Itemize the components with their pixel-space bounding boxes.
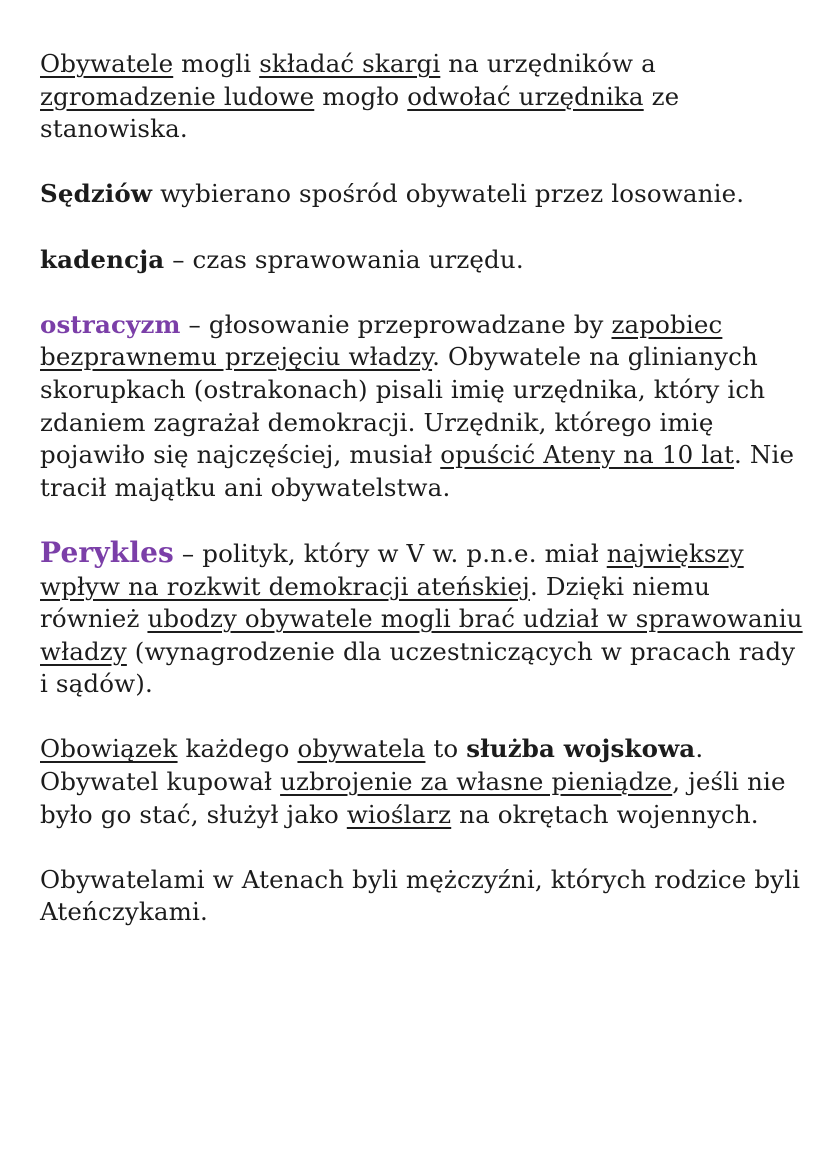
underlined-text: ubodzy obywatele mogli brać udział w sprawowaniu władzy [40,604,803,666]
highlighted-term: Perykles [40,535,174,569]
text-segment: – głosowanie przeprowadzane by [180,309,612,339]
para-ostracyzm [40,309,810,505]
text-segment: ze stanowiska. [40,81,680,144]
underlined-text: wioślarz [346,799,452,829]
underlined-text: największy wpływ na rozkwit demokracji ateńskiej [40,538,744,601]
highlighted-term: ostracyzm [40,309,181,339]
text-segment: mogło [314,81,408,111]
para-complaints [40,48,810,146]
text-segment: wybierano spośród obywateli przez losowanie. [152,179,745,209]
bold-term: kadencja [40,244,165,274]
para-military [40,733,810,831]
text-segment: (wynagrodzenie dla uczestniczących w pracach rady i sądów). [40,636,796,699]
text-segment: . Dzięki niemu również [40,571,711,634]
text-segment: – polityk, który w V w. p.n.e. miał [173,538,607,568]
underlined-text: opuścić Ateny na 10 lat [440,440,734,470]
para-citizens [40,864,810,929]
underlined-text: składać skargi [259,49,441,78]
underlined-text: Obywatele [40,49,174,78]
underlined-text: zgromadzenie ludowe [40,81,315,111]
text-segment: . Obywatele na glinianych skorupkach (ostrakonach) pisali imię urzędnika, który ich zdaniem zagrażał demokracji. Urzędnik, którego imię pojawiło się najczęściej, musiał [40,342,766,470]
bold-term: służba wojskowa [466,734,696,764]
underlined-text: odwołać urzędnika [407,81,644,111]
underlined-text: Obowiązek [40,734,178,764]
underlined-text: uzbrojenie za własne pieniądze [280,767,673,797]
text-segment: to [425,734,467,764]
text-segment: każdego [177,734,298,764]
bold-term: Sędziów [40,179,153,209]
para-perykles [40,537,810,701]
para-judges [40,178,810,211]
document-page [40,48,810,962]
text-segment: na urzędników a [440,49,656,78]
text-segment: mogli [173,49,260,78]
text-segment: na okrętach wojennych. [451,799,759,829]
para-kadencja [40,244,810,277]
text-segment: – czas sprawowania urzędu. [164,244,524,274]
text-segment: , jeśli nie było go stać, służył jako [40,767,786,829]
underlined-text: obywatela [297,734,426,764]
text-segment: . Obywatel kupował [40,734,704,797]
text-segment: . Nie tracił majątku ani obywatelstwa. [40,440,795,502]
underlined-text: zapobiec bezprawnemu przejęciu władzy [40,309,723,372]
text-segment: Obywatelami w Atenach byli mężczyźni, których rodzice byli Ateńczykami. [40,864,801,927]
